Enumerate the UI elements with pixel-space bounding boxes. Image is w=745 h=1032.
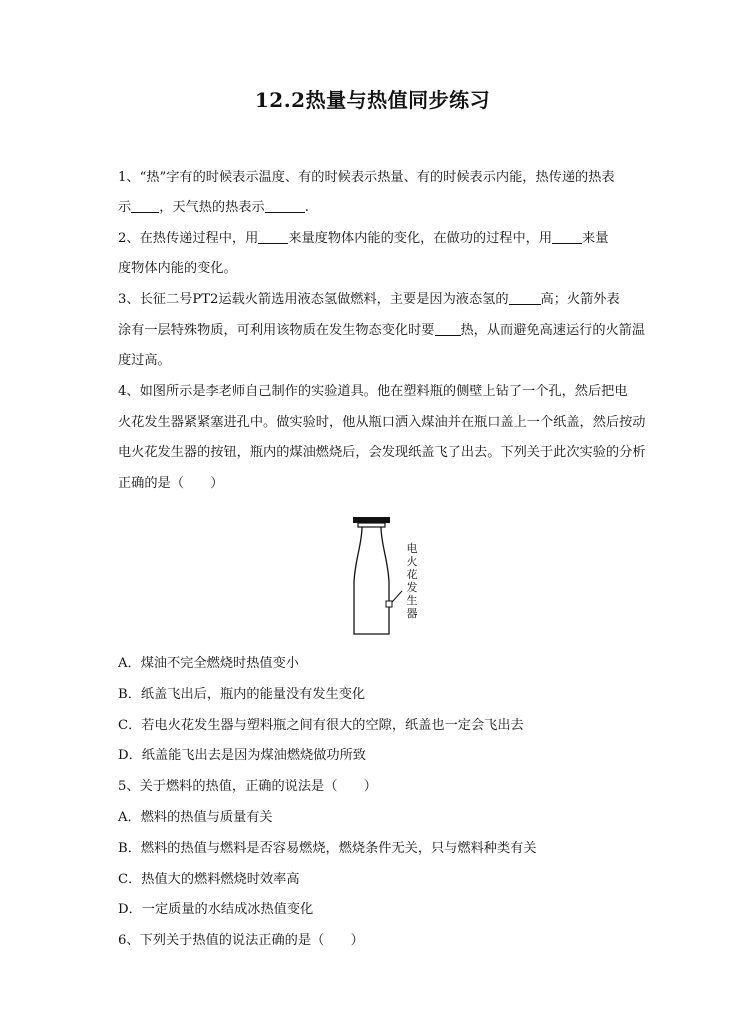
question-3-text: 高；火箭外表 (540, 292, 620, 307)
bottle-neck-rim (358, 523, 385, 527)
answer-blank (509, 290, 541, 305)
question-1-text: ，天气热的热表示 (159, 200, 265, 215)
bottle-body (354, 527, 389, 634)
question-2-text: 来量度物体内能的变化，在做功的过程中，用 (288, 231, 553, 246)
question-3-text: 热，从而避免高速运行的火箭温 (460, 323, 646, 338)
question-3-text: 3、长征二号PT2运载火箭选用液态氢做燃料，主要是因为液态氢的 (118, 292, 509, 307)
question-4-option-a: A．煤油不完全燃烧时热值变小 (118, 656, 299, 671)
question-5-stem: 5、关于燃料的热值，正确的说法是（ ） (118, 779, 377, 794)
answer-blank (265, 198, 305, 213)
question-4-option-d: D．纸盖能飞出去是因为煤油燃烧做功所致 (118, 748, 366, 763)
answer-blank (435, 321, 461, 336)
plastic-bottle-illustration (340, 512, 440, 642)
question-2-text: 2、在热传递过程中，用 (118, 231, 259, 246)
bottle-figure (340, 512, 440, 642)
question-2-line-2: 度物体内能的变化。 (118, 261, 237, 276)
page-title: 12.2热量与热值同步练习 (254, 88, 491, 112)
figure-label: 电 火 花 发 生 器 (406, 542, 418, 620)
question-4-line-1: 4、如图所示是李老师自己制作的实验道具。他在塑料瓶的侧壁上钻了一个孔，然后把电 (118, 384, 628, 399)
question-4-line-3: 电火花发生器的按钮，瓶内的煤油燃烧后，会发现纸盖飞了出去。下列关于此次实验的分析 (118, 445, 646, 460)
question-1-line-1: 1、“热”字有的时候表示温度、有的时候表示热量、有的时候表示内能，热传递的热表 (118, 170, 615, 185)
question-3-text: 涂有一层特殊物质，可利用该物质在发生物态变化时要 (118, 323, 435, 338)
question-5-option-d: D．一定质量的水结成冰热值变化 (118, 902, 314, 917)
question-1-text: . (304, 200, 309, 215)
bottle-cap (353, 517, 390, 523)
question-5-option-c: C．热值大的燃料燃烧时效率高 (118, 872, 300, 887)
question-4-line-2: 火花发生器紧紧塞进孔中。做实验时，他从瓶口洒入煤油并在瓶口盖上一个纸盖，然后按动 (118, 415, 646, 430)
question-1-line-2 (118, 198, 309, 218)
question-5-option-a: A．燃料的热值与质量有关 (118, 810, 273, 825)
question-2-text: 来量 (582, 231, 609, 246)
question-3-line-2 (118, 321, 645, 341)
answer-blank (552, 229, 582, 244)
question-3-line-1 (118, 290, 620, 310)
question-1-text: 示 (118, 200, 132, 215)
question-5-option-b: B．燃料的热值与燃料是否容易燃烧，燃烧条件无关，只与燃料种类有关 (118, 841, 537, 856)
question-2-line-1 (118, 229, 608, 249)
question-4-option-c: C．若电火花发生器与塑料瓶之间有很大的空隙，纸盖也一定会飞出去 (118, 718, 524, 733)
answer-blank (258, 229, 288, 244)
spark-generator (386, 601, 392, 607)
question-6-stem: 6、下列关于热值的说法正确的是（ ） (118, 933, 364, 948)
question-4-option-b: B．纸盖飞出后，瓶内的能量没有发生变化 (118, 687, 366, 702)
answer-blank (131, 198, 159, 213)
question-4-line-4: 正确的是（ ） (118, 476, 224, 491)
question-3-line-3: 度过高。 (118, 353, 171, 368)
label-leader-line (392, 591, 402, 602)
